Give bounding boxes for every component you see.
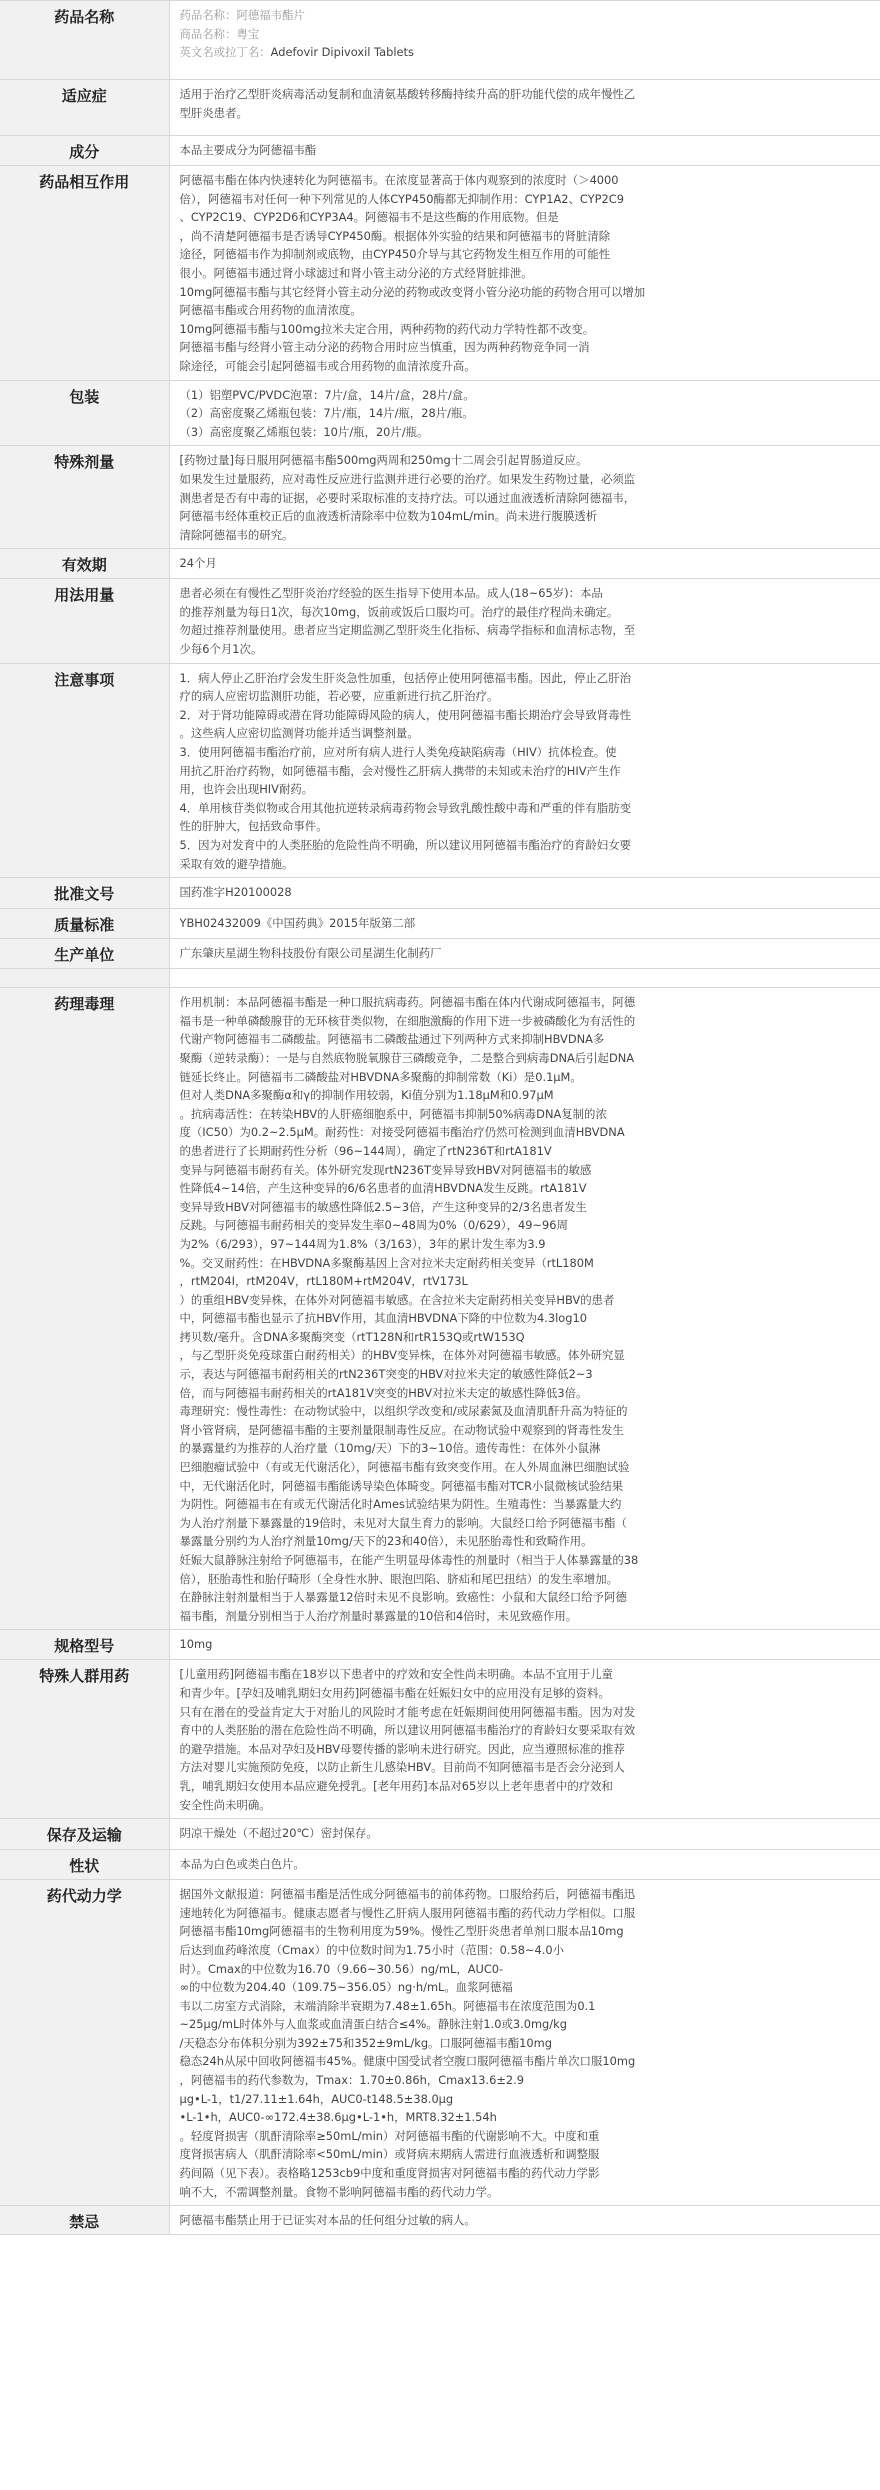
name-key: 药品名称： [179,8,237,22]
row-value [169,969,880,988]
row-text: 本品主要成分为阿德福韦酯 [179,143,317,157]
row-dosage [0,579,880,663]
row-value [169,909,880,939]
row-text: YBH02432009《中国药典》2015年版第二部 [179,916,416,931]
row-value [169,1880,880,2206]
row-text: [儿童用药]阿德福韦酯在18岁以下患者中的疗效和安全性尚未明确。本品不宜用于儿童 和青少年。[孕妇及哺乳期妇女用药]阿德福韦酯在妊娠妇女中的应用没有足够的资料。 只有在潜在的受益肯定大于对胎儿的风险时才能考虑在妊娠期间使用阿德福韦酯。因为对发 育中的人类胚胎的潜在危险性尚不明确，所以建议用阿德福韦酯治疗的育龄妇女要采取有效 的避孕措施。本品对孕妇及HBV母婴传播的影响未进行研究。因此，应当遵照标准的推荐 方法对婴儿实施预防免疫，以防止新生儿感染HBV。目前尚不知阿德福韦是否会分泌到人 乳，哺乳期妇女使用本品应避免授乳。[老年用药]本品对65岁以上老年患者中的疗效和 安全性尚未明确。 [179,1667,636,1812]
row-label: 特殊剂量 [0,446,169,549]
spec-rows [0,1,880,2235]
row-ingredients [0,136,880,166]
row-value [169,136,880,166]
row-blank [0,969,880,988]
row-pharmacology [0,988,880,1630]
row-property [0,1850,880,1880]
row-text: [药物过量]每日服用阿德福韦酯500mg两周和250mg十二周会引起胃肠道反应。 如果发生过量服药，应对毒性反应进行监测并进行必要的治疗。如果发生药物过量，必须监 测患者是否有中毒的证据，必要时采取标准的支持疗法。可以通过血液透析清除阿德福韦， 阿德福韦经体重校正后的血液透析清除率中位数为104mL/min。尚未进行腹膜透析 清除阿德福韦的研究。 [179,453,636,542]
row-label: 药理毒理 [0,988,169,1630]
row-label: 特殊人群用药 [0,1660,169,1819]
row-value [169,380,880,446]
row-label: 性状 [0,1850,169,1880]
row-contraindications [0,2206,880,2235]
row-label: 注意事项 [0,663,169,878]
row-manufacturer [0,939,880,969]
name-key: 英文名或拉丁名： [179,45,271,60]
row-value [169,2206,880,2235]
row-text: 10mg [179,1637,213,1652]
row-text: 适用于治疗乙型肝炎病毒活动复制和血清氨基酸转移酶持续升高的肝功能代偿的成年慢性乙 型肝炎患者。 [179,87,636,120]
row-label: 适应症 [0,80,169,136]
row-value [169,663,880,878]
row-value [169,1660,880,1819]
row-value [169,446,880,549]
row-label [0,969,169,988]
row-text: 阴凉干燥处（不超过20℃）密封保存。 [179,1826,378,1841]
row-value [169,1850,880,1880]
row-validity [0,549,880,579]
row-label: 有效期 [0,549,169,579]
row-value [169,1630,880,1660]
row-indication [0,80,880,136]
row-text: 1．病人停止乙肝治疗会发生肝炎急性加重，包括停止使用阿德福韦酯。因此，停止乙肝治 疗的病人应密切监测肝功能，若必要，应重新进行抗乙肝治疗。 2．对于肾功能障碍或潜在肾功能障碍风险的病人，使用阿德福韦酯长期治疗会导致肾毒性 。这些病人应密切监测肾功能并适当调整剂量。 3．使用阿德福韦酯治疗前，应对所有病人进行人类免疫缺陷病毒（HIV）抗体检查。使 用抗乙肝治疗药物，如阿德福韦酯，会对慢性乙肝病人携带的未知或未治疗的HIV产生作 用，也许会出现HIV耐药。 4．单用核苷类似物或合用其他抗逆转录病毒药物会导致乳酸性酸中毒和严重的伴有脂肪变 性的肝肿大，包括致命事件。 5．因为对发育中的人类胚胎的危险性尚不明确，所以建议用阿德福韦酯治疗的育龄妇女要 采取有效的避孕措施。 [179,670,631,871]
row-text: 阿德福韦酯禁止用于已证实对本品的任何组分过敏的病人。 [179,2213,476,2228]
row-value [169,878,880,909]
row-name [0,1,880,80]
row-value [169,549,880,579]
name-value: Adefovir Dipivoxil Tablets [270,45,414,60]
row-value [169,1,880,80]
row-label: 成分 [0,136,169,166]
row-value [169,579,880,663]
row-text: 本品为白色或类白色片。 [179,1857,305,1872]
row-package [0,380,880,446]
row-label: 禁忌 [0,2206,169,2235]
name-line [180,6,873,25]
row-approval [0,878,880,909]
row-label: 药品相互作用 [0,166,169,381]
row-label: 包装 [0,380,169,446]
row-text: （1）铝塑PVC/PVDC泡罩：7片/盒，14片/盒，28片/盒。 （2）高密度聚乙烯瓶包装：7片/瓶，14片/瓶，28片/瓶。 （3）高密度聚乙烯瓶包装：10片/瓶，20片/瓶。 [179,387,475,439]
row-value [169,166,880,381]
row-interactions [0,166,880,381]
row-value [169,80,880,136]
name-line [180,43,873,62]
row-text: 据国外文献报道：阿德福韦酯是活性成分阿德福韦的前体药物。口服给药后，阿德福韦酯迅 速地转化为阿德福韦。健康志愿者与慢性乙肝病人服用阿德福韦酯的药代动力学相似。口服 阿德福韦酯10mg阿德福韦的生物利用度为59%。慢性乙型肝炎患者单剂口服本品10mg 后达到血药峰浓度（Cmax）的中位数时间为1.75小时（范围：0.58~4.0小 时）。Cmax的中位数为16.70（9.66~30.56）ng/mL，AUC0- ∞的中位数为204.40（109.75~356.05）ng·h/mL。血浆阿德福 韦以二房室方式消除，末端消除半衰期为7.48±1.65h。阿德福韦在浓度范围为0.1 ~25μg/mL时体外与人血浆或血清蛋白结合≤4%。静脉注射1.0或3.0mg/kg /天稳态分布体积分别为392±75和352±9mL/kg。口服阿德福韦酯10mg 稳态24h从尿中回收阿德福韦45%。健康中国受试者空腹口服阿德福韦酯片单次口服10mg ，阿德福韦的药代参数为，Tmax：1.70±0.86h，Cmax13.6±2.9 μg•L-1，t1/27.11±1.64h，AUC0-t148.5±38.0μg •L-1•h，AUC0-∞172.4±38.6μg•L-1•h，MRT8.32±1.54h 。轻度肾损害（肌酐清除率≥50mL/min）对阿德福韦酯的代谢影响不大。中度和重 度肾损害病人（肌酐清除率<50mL/min）或肾病末期病人需进行血液透析和调整服 药间隔（见下表）。表格略1253cb9中度和重度肾损害对阿德福韦酯的药代动力学影 响不大，不需调整剂量。食物不影响阿德福韦酯的药代动力学。 [179,1887,636,2199]
row-text: 广东肇庆星湖生物科技股份有限公司星湖生化制药厂 [179,946,442,961]
row-text: 国药准字H20100028 [179,885,292,900]
row-label: 药代动力学 [0,1880,169,2206]
name-line [180,25,873,44]
row-text: 阿德福韦酯在体内快速转化为阿德福韦。在浓度显著高于体内观察到的浓度时（＞4000 倍），阿德福韦对任何一种下列常见的人体CYP450酶都无抑制作用：CYP1A2、CYP2C9 、CYP2C19、CYP2D6和CYP3A4。阿德福韦不是这些酶的作用底物。但是 ，尚不清楚阿德福韦是否诱导CYP450酶。根据体外实验的结果和阿德福韦的肾脏清除 途径，阿德福韦作为抑制剂或底物，由CYP450介导与其它药物发生相互作用的可能性 很小。阿德福韦通过肾小球滤过和肾小管主动分泌的方式经肾脏排泄。 10mg阿德福韦酯与其它经肾小管主动分泌的药物或改变肾小管分泌功能的药物合用可以增加 阿德福韦酯或合用药物的血清浓度。 10mg阿德福韦酯与100mg拉米夫定合用，两种药物的药代动力学特性都不改变。 阿德福韦酯与经肾小管主动分泌的药物合用时应当慎重，因为两种药物竞争同一消 除途径，可能会引起阿德福韦或合用药物的血清浓度升高。 [179,173,646,373]
row-value [169,988,880,1630]
row-precautions [0,663,880,878]
row-label: 保存及运输 [0,1819,169,1850]
row-overdose [0,446,880,549]
row-label: 批准文号 [0,878,169,909]
row-special [0,1660,880,1819]
name-value: 阿德福韦酯片 [236,8,305,22]
row-storage [0,1819,880,1850]
name-value: 粤宝 [236,26,260,41]
row-label: 用法用量 [0,579,169,663]
row-standard [0,909,880,939]
row-text: 作用机制：本品阿德福韦酯是一种口服抗病毒药。阿德福韦酯在体内代谢成阿德福韦，阿德 福韦是一种单磷酸腺苷的无环核苷类似物，在细胞激酶的作用下进一步被磷酸化为有活性的 代谢产物阿德福韦二磷酸盐。阿德福韦二磷酸盐通过下列两种方式来抑制HBVDNA多 聚酶（逆转录酶）：一是与自然底物脱氧腺苷三磷酸竞争，二是整合到病毒DNA后引起DNA 链延长终止。阿德福韦二磷酸盐对HBVDNA多聚酶的抑制常数（Ki）是0.1μM。 但对人类DNA多聚酶α和γ的抑制作用较弱，Ki值分别为1.18μM和0.97μM 。抗病毒活性：在转染HBV的人肝癌细胞系中，阿德福韦抑制50%病毒DNA复制的浓 度（IC50）为0.2~2.5μM。耐药性：对接受阿德福韦酯治疗仍然可检测到血清HBVDNA 的患者进行了长期耐药性分析（96~144周），确定了rtN236T和rtA181V 变异与阿德福韦耐药有关。体外研究发现rtN236T变异导致HBV对阿德福韦的敏感 性降低4~14倍，产生这种变异的6/6名患者的血清HBVDNA发生反跳。rtA181V 变异导致HBV对阿德福韦的敏感性降低2.5~3倍，产生这种变异的2/3名患者发生 反跳。与阿德福韦耐药相关的变异发生率0~48周为0%（0/629），49~96周 为2%（6/293），97~144周为1.8%（3/163），3年的累计发生率为3.9 %。交叉耐药性：在HBVDNA多聚酶基因上含对拉米夫定耐药相关变异（rtL180M ，rtM204I，rtM204V，rtL180M+rtM204V，rtV173L ）的重组HBV变异株，在体外对阿德福韦敏感。在含拉米夫定耐药相关变异HBV的患者 中，阿德福韦酯也显示了抗HBV作用，其血清HBVDNA下降的中位数为4.3log10 拷贝数/毫升。含DNA多聚酶突变（rtT128N和rtR153Q或rtW153Q ，与乙型肝炎免疫球蛋白耐药相关）的HBV变异株，在体外对阿德福韦敏感。体外研究显 示，表达与阿德福韦耐药相关的rtN236T突变的HBV对拉米夫定的敏感性降低2~3 倍，而与阿德福韦耐药相关的rtA181V突变的HBV对拉米夫定的敏感性降低3倍。 毒理研究：慢性毒性：在动物试验中，以组织学改变和/或尿素氮及血清肌酐升高为特征的 肾小管肾病，是阿德福韦酯的主要剂量限制毒性反应。在动物试验中观察到的肾毒性发生 的暴露量约为推荐的人治疗量（10mg/天）下的3~10倍。遗传毒性：在体外小鼠淋 巴细胞瘤试验中（有或无代谢活化），阿德福韦酯有致突变作用。在人外周血淋巴细胞试验 中，无代谢活化时，阿德福韦酯能诱导染色体畸变。阿德福韦酯对TCR小鼠微核试验结果 为阴性。阿德福韦在有或无代谢活化时Ames试验结果为阴性。生殖毒性：当暴露量大约 为人治疗剂量下暴露量的19倍时，未见对大鼠生育力的影响。大鼠经口给予阿德福韦酯（ 暴露量分别约为人治疗剂量10mg/天下的23和40倍），未见胚胎毒性和致畸作用。 妊娠大鼠静脉注射给予阿德福韦，在能产生明显母体毒性的剂量时（相当于人体暴露量的38 倍），胚胎毒性和胎仔畸形（全身性水肿、眼泡凹陷、脐疝和尾巴扭结）的发生率增加。 在静脉注射剂量相当于人暴露量12倍时未见不良影响。致癌性：小鼠和大鼠经口给予阿德 福韦酯，剂量分别相当于人治疗剂量时暴露量的10倍和4倍时，未见致癌作用。 [179,995,639,1623]
row-text: 患者必须在有慢性乙型肝炎治疗经验的医生指导下使用本品。成人(18~65岁)：本品 的推荐剂量为每日1次，每次10mg，饭前或饭后口服均可。治疗的最佳疗程尚未确定。 勿超过推荐剂量使用。患者应当定期监测乙型肝炎生化指标、病毒学指标和血清标志物，至 少每6个月1次。 [179,586,636,657]
row-pharmacokinetics [0,1880,880,2206]
row-label: 生产单位 [0,939,169,969]
row-label: 药品名称 [0,1,169,80]
row-label: 质量标准 [0,909,169,939]
row-spec [0,1630,880,1660]
row-text: 24个月 [179,556,217,571]
row-label: 规格型号 [0,1630,169,1660]
row-value [169,1819,880,1850]
name-key: 商品名称： [179,26,237,41]
row-value [169,939,880,969]
